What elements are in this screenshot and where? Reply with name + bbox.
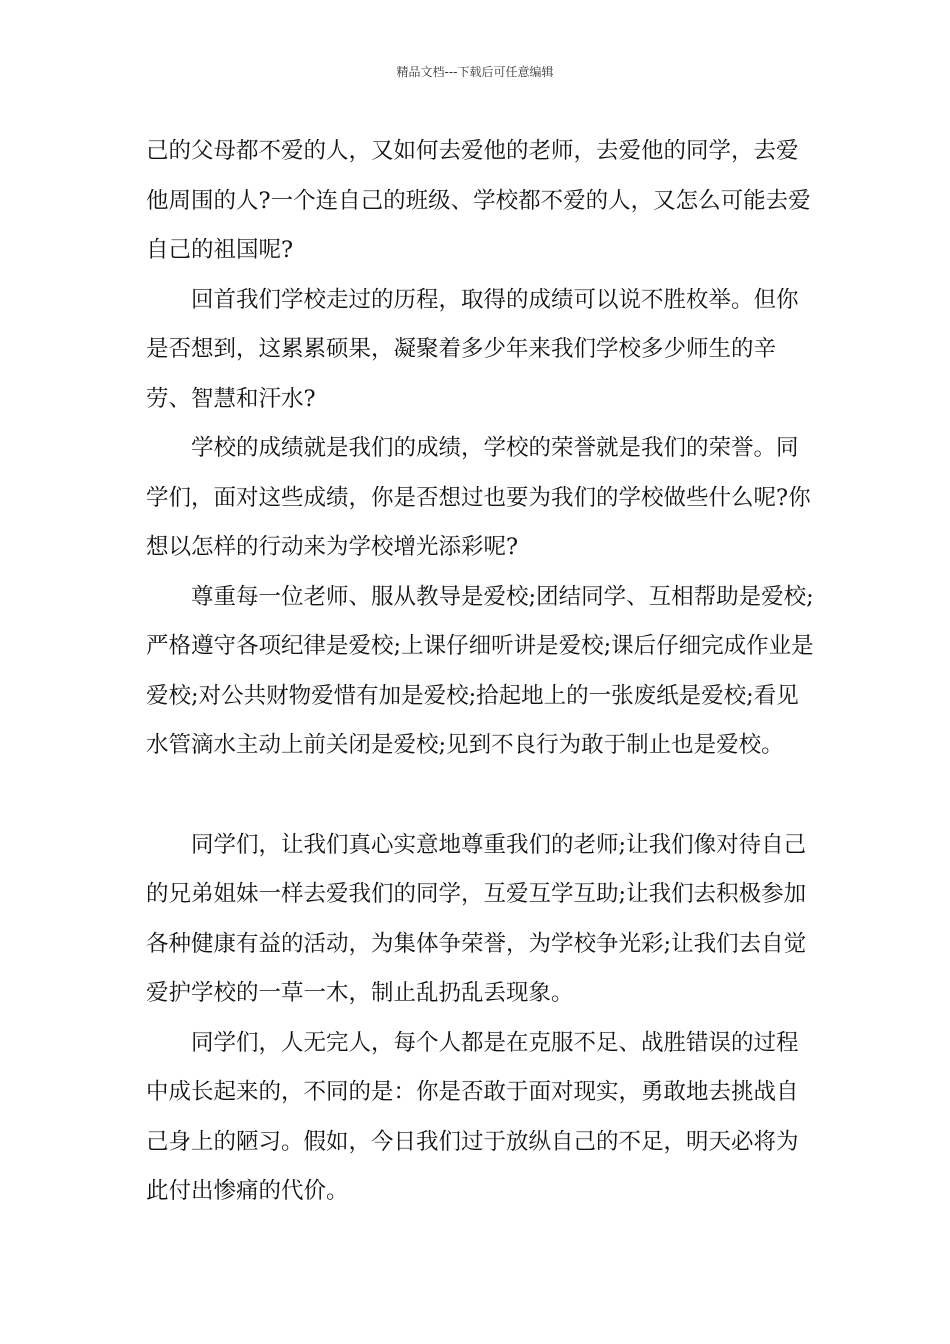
paragraph: 学校的成绩就是我们的成绩，学校的荣誉就是我们的荣誉。同学们，面对这些成绩，你是否想过也要为我们的学校做些什么呢?你想以怎样的行动来为学校增光添彩呢? [146, 435, 811, 560]
paragraph: 同学们，人无完人，每个人都是在克服不足、战胜错误的过程中成长起来的，不同的是：你是否敢于面对现实，勇敢地去挑战自己身上的陋习。假如，今日我们过于放纵自己的不足，明天必将为此付出惨痛的代价。 [146, 1029, 799, 1204]
paragraph: 同学们，让我们真心实意地尊重我们的老师;让我们像对待自己的兄弟姐妹一样去爱我们的同学，互爱互学互助;让我们去积极参加各种健康有益的活动，为集体争荣誉，为学校争光彩;让我们去自觉爱护学校的一草一木，制止乱扔乱丢现象。 [146, 831, 807, 1006]
document-body [146, 127, 816, 1217]
paragraph: 尊重每一位老师、服从教导是爱校;团结同学、互相帮助是爱校;严格遵守各项纪律是爱校;上课仔细听讲是爱校;课后仔细完成作业是爱校;对公共财物爱惜有加是爱校;拾起地上的一张废纸是爱校;看见水管滴水主动上前关闭是爱校;见到不良行为敢于制止也是爱校。 [146, 583, 814, 758]
paragraph: 己的父母都不爱的人，又如何去爱他的老师，去爱他的同学，去爱他周围的人?一个连自己的班级、学校都不爱的人，又怎么可能去爱自己的祖国呢? [146, 138, 811, 263]
paragraph: 回首我们学校走过的历程，取得的成绩可以说不胜枚举。但你是否想到，这累累硕果，凝聚着多少年来我们学校多少师生的辛劳、智慧和汗水? [146, 286, 799, 412]
paragraph-gap [146, 771, 816, 821]
page-header: 精品文档---下载后可任意编辑 [396, 65, 554, 79]
